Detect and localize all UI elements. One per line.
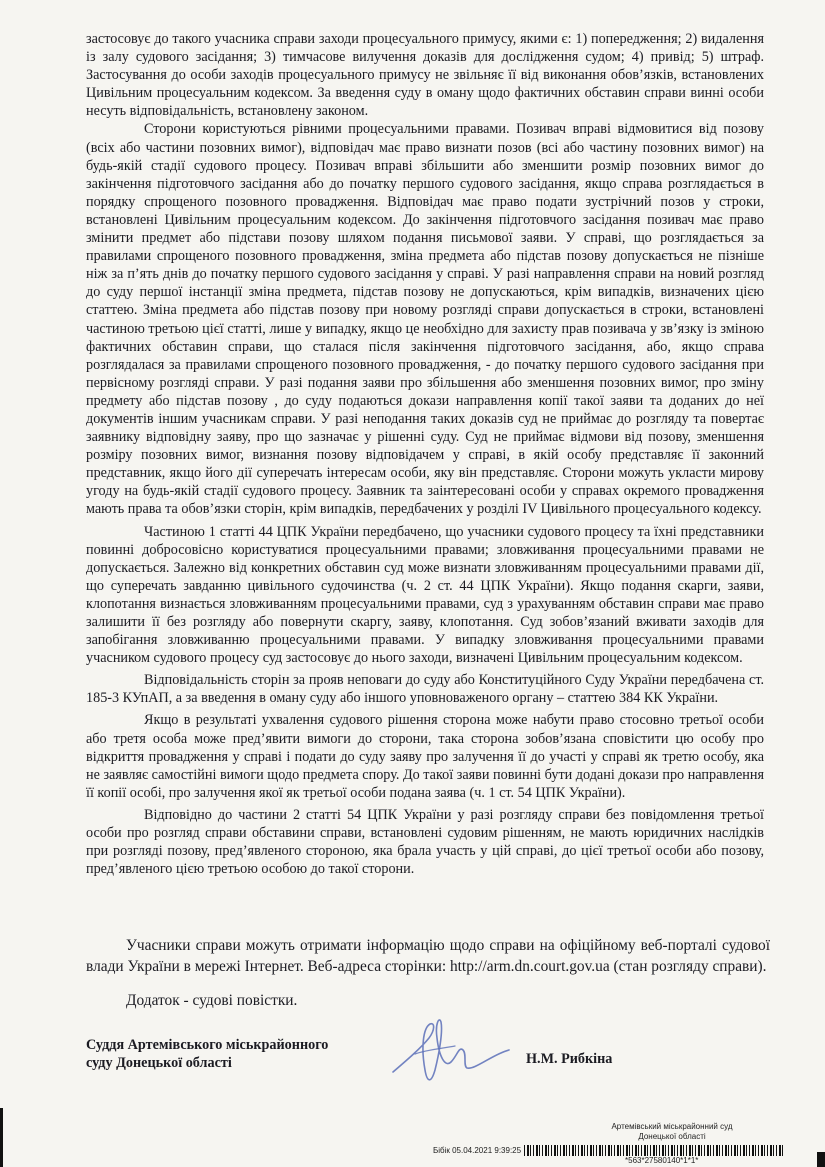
paragraph-abuse-of-rights: Частиною 1 статті 44 ЦПК України передбачено, що учасники судового процесу та їхні представники повинні добросовісно користуватися процесуальними правами; зловживання процесуальними правами не допускається. Залежно від конкретних обставин суд може визнати зловживанням процесуальними правами дії, що суперечать завданню цивільного судочинства (ч. 2 ст. 44 ЦПК України). Якщо подання скарги, заяви, клопотання визнається зловживанням процесуальними правами, суд з урахуванням обставин справи має право залишити її без розгляду або повернути скаргу, заяву, клопотання. Суд зобов’язаний вживати заходів для запобігання зловживанню процесуальними правами. У випадку зловживання процесуальними правами учасником судового процесу суд застосовує до нього заходи, визначені Цивільним процесуальним кодексом. <box>86 523 764 667</box>
court-stamp <box>572 1122 772 1142</box>
paragraph-liability: Відповідальність сторін за прояв неповаги до суду або Конституційного Суду України передбачена ст. 185-3 КУпАП, а за введення в оману суду або іншого уповноваженого органу – статтею 384 КК України. <box>86 672 764 707</box>
court-stamp-line1: Артемівський міськрайонний суд <box>611 1122 733 1131</box>
judge-name: Н.М. Рибкіна <box>526 1051 613 1067</box>
judge-position-line2: суду Донецької області <box>86 1055 232 1071</box>
portal-notice-text: Учасники справи можуть отримати інформацію щодо справи на офіційному веб-порталі судової влади України в мережі Інтернет. Веб-адреса сторінки: http://arm.dn.court.gov.ua (стан розгляду справи). <box>86 937 770 975</box>
attachment-line: Додаток - судові повістки. <box>126 992 298 1009</box>
registration-row <box>433 1145 784 1156</box>
registration-info: Бібік 05.04.2021 9:39:25 <box>433 1146 522 1155</box>
portal-notice <box>86 935 770 977</box>
judge-position-line1: Суддя Артемівського міськрайонного <box>86 1037 329 1053</box>
paragraph-coercion-measures: застосовує до такого учасника справи заходи процесуального примусу, якими є: 1) попередження; 2) видалення із залу судового засідання; 3) тимчасове вилучення доказів для дослідження судом; 4) привід; 5) штраф. Застосування до особи заходів процесуального примусу не звільняє її від виконання обов’язків, встановлених Цивільним процесуальним кодексом. За введення суду в оману щодо фактичних обставин справи винні особи несуть відповідальність, встановлену законом. <box>86 31 764 120</box>
paragraph-third-party-notice: Відповідно до частини 2 статті 54 ЦПК України у разі розгляду справи без повідомлення третьої особи про розгляд справи обставини справи, встановлені судовим рішенням, не мають юридичних наслідків при розгляді позову, пред’явленого стороною, яка брала участь у цій справі, до цієї третьої особи або позову, пред’явленого цією третьою особою до такої сторони. <box>86 806 764 878</box>
court-stamp-line2: Донецької області <box>638 1132 706 1141</box>
document-body <box>86 30 764 878</box>
judge-position <box>86 1036 328 1072</box>
paragraph-party-rights: Сторони користуються рівними процесуальними правами. Позивач вправі відмовитися від позову (всіх або частини позовних вимог), відповідач має право визнати позов (всі або частину позовних вимог) на будь-якій стадії судового процесу. Позивач вправі збільшити або зменшити розмір позовних вимог до закінчення підготовчого засідання або до початку першого судового засідання, якщо справа розглядається в порядку спрощеного позовного провадження. Відповідач має право подати зустрічний позов у строки, встановлені Цивільним процесуальним кодексом. До закінчення підготовчого засідання позивач має право змінити предмет або підстави позову шляхом подання письмової заяви. У справі, що розглядається за правилами спрощеного позовного провадження, зміна предмета або підстав позову допускається не пізніше ніж за п’ять днів до початку першого судового засідання у справі. У разі направлення справи на новий розгляд до суду першої інстанції зміна предмета, підстав позову не допускаються, крім випадків, визначених цією статтею. Зміна предмета або підстав позову при новому розгляді справи допускається в строки, встановлені частиною третьою цієї статті, лише у випадку, якщо це необхідно для захисту прав позивача у зв’язку із зміною фактичних обставин справи, що сталася після закінчення підготовчого засідання, або, якщо справа розглядалася за правилами спрощеного позовного провадження, - до початку першого судового засідання при первісному розгляді справи. У разі подання заяви про збільшення або зменшення позовних вимог, про зміну предмету або підстав позову , до суду подаються докази направлення копії такої заяви та доданих до неї документів іншим учасникам справи. У разі неподання таких доказів суд не приймає до розгляду та повертає заявнику відповідну заяву, про що зазначає у рішенні суду. Суд не приймає відмови від позову, зменшення розміру позовних вимог, визнання позову відповідачем у справі, в якій особу представляє її законний представник, якщо його дії суперечать інтересам особи, яку він представляє. Сторони можуть укласти мирову угоду на будь-якій стадії судового процесу. Заявник та заінтересовані особи у справах окремого провадження мають права та обов’язки сторін, крім випадків, передбачених у розділі IV Цивільного процесуального кодексу. <box>86 121 764 518</box>
scan-edge-mark <box>817 1152 825 1167</box>
barcode-number: *563*27580140*1*1* <box>625 1156 699 1165</box>
scan-edge-mark <box>0 1108 3 1167</box>
barcode-graphic <box>524 1145 784 1156</box>
paragraph-third-party: Якщо в результаті ухвалення судового рішення сторона може набути право стосовно третьої особи або третя особа може пред’явити вимоги до сторони, така сторона зобов’язана сповістити цю особу про відкриття провадження у справі і подати до суду заяву про залучення її до участі у справі як третю особу, яка не заявляє самостійні вимоги щодо предмета спору. До такої заяви повинні бути додані докази про направлення її копії особі, про залучення якої як третьої особи подана заява (ч. 1 ст. 54 ЦПК України). <box>86 712 764 801</box>
handwritten-signature <box>385 1010 520 1090</box>
